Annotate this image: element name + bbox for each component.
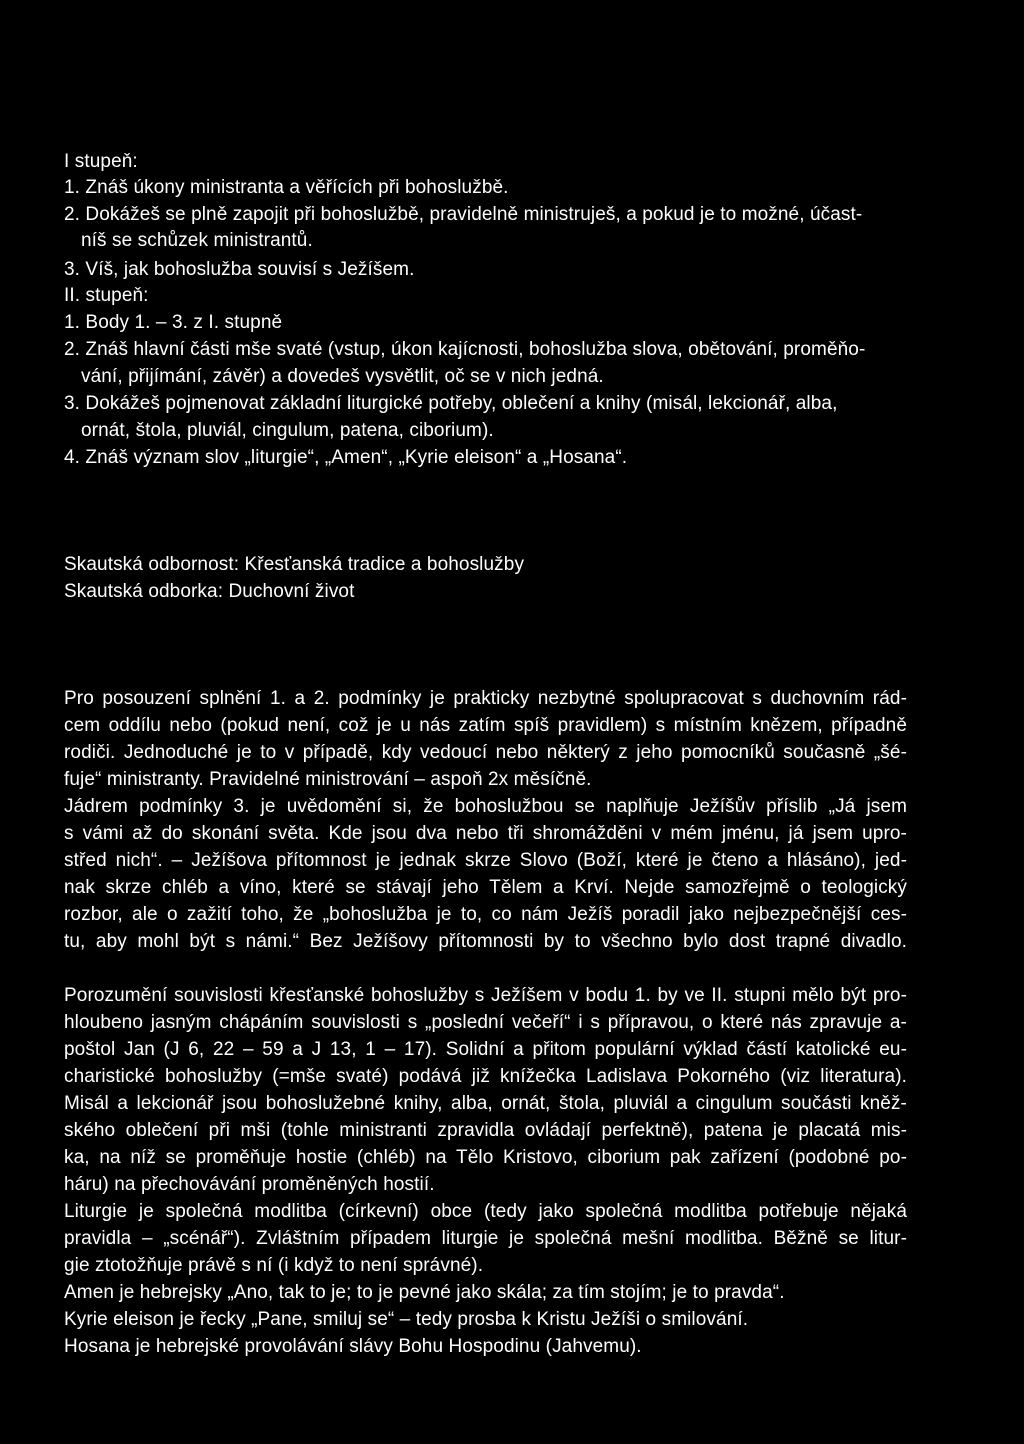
paragraph2-line: hloubeno jasným chápáním souvislosti s „poslední večeří“ i s přípravou, o které nás zpravuje a- (64, 1012, 907, 1033)
paragraph1-line: s vámi až do skonání světa. Kde jsou dva nebo tři shromážděni v mém jménu, já jsem upro- (64, 823, 907, 844)
level2-item: 4. Znáš význam slov „liturgie“, „Amen“, „Kyrie eleison“ a „Hosana“. (64, 447, 628, 468)
paragraph1-line: střed nich“. – Ježíšova přítomnost je jednak skrze Slovo (Boží, které je čteno a hlásáno), jed- (64, 850, 907, 871)
odborka-label: Skautská odborka: Duchovní život (64, 581, 355, 602)
paragraph2-line: Liturgie je společná modlitba (církevní) obce (tedy jako společná modlitba potřebuje nějaká (64, 1201, 907, 1222)
odbornost-label: Skautská odbornost: Křesťanská tradice a bohoslužby (64, 554, 525, 575)
paragraph2-line: Hosana je hebrejské provolávání slávy Bohu Hospodinu (Jahvemu). (64, 1336, 642, 1357)
paragraph2-line: háru) na přechovávání proměněných hostií. (64, 1174, 435, 1195)
level1-item-continuation: níš se schůzek ministrantů. (81, 230, 313, 251)
paragraph1-line: tu, aby mohl být s námi.“ Bez Ježíšovy přítomnosti by to všechno bylo dost trapné divadlo. (64, 931, 907, 952)
paragraph2-line: Amen je hebrejsky „Ano, tak to je; to je pevné jako skála; za tím stojím; je to pravda“. (64, 1282, 785, 1303)
level2-item-continuation: ornát, štola, pluviál, cingulum, patena, ciborium). (81, 420, 494, 441)
level2-item: 1. Body 1. – 3. z I. stupně (64, 312, 283, 333)
paragraph2-line: poštol Jan (J 6, 22 – 59 a J 13, 1 – 17). Solidní a přitom populární výklad částí katolické eu- (64, 1039, 907, 1060)
level1-item: 3. Víš, jak bohoslužba souvisí s Ježíšem. (64, 259, 415, 280)
paragraph2-line: charistické bohoslužby (=mše svaté) podává již knížečka Ladislava Pokorného (viz literatura). (64, 1066, 907, 1087)
paragraph2-line: ského oblečení při mši (tohle ministranti zpravidla ovládají perfektně), patena je placatá mis- (64, 1120, 907, 1141)
paragraph1-line: rodiči. Jednoduché je to v případě, kdy vedoucí nebo některý z jeho pomocníků současně „šé- (64, 742, 907, 763)
paragraph2-line: gie ztotožňuje právě s ní (i když to není správné). (64, 1255, 484, 1276)
paragraph2-line: Misál a lekcionář jsou bohoslužebné knihy, alba, ornát, štola, pluviál a cingulum součásti kněž- (64, 1093, 907, 1114)
paragraph1-line: Jádrem podmínky 3. je uvědomění si, že bohoslužbou se naplňuje Ježíšův příslib „Já jsem (64, 796, 907, 817)
paragraph1-line: nak skrze chléb a víno, které se stávají jeho Tělem a Krví. Nejde samozřejmě o teologický (64, 877, 907, 898)
level1-heading: I stupeň: (64, 151, 138, 172)
paragraph2-line: Porozumění souvislosti křesťanské bohoslužby s Ježíšem v bodu 1. by ve II. stupni mělo být pro- (64, 985, 907, 1006)
level1-item: 2. Dokážeš se plně zapojit při bohoslužbě, pravidelně ministruješ, a pokud je to možné, účast- (64, 204, 863, 225)
level2-item: 3. Dokážeš pojmenovat základní liturgické potřeby, oblečení a knihy (misál, lekcionář, alba, (64, 393, 838, 414)
level1-item: 1. Znáš úkony ministranta a věřících při bohoslužbě. (64, 177, 509, 198)
paragraph2-line: pravidla – „scénář“). Zvláštním případem liturgie je společná mešní modlitba. Běžně se litur- (64, 1228, 907, 1249)
paragraph1-line: rozbor, ale o zažití toho, že „bohoslužba je to, co nám Ježíš poradil jako nejbezpečnější ces- (64, 904, 907, 925)
paragraph2-line: ka, na níž se proměňuje hostie (chléb) na Tělo Kristovo, ciborium pak zařízení (podobné po- (64, 1147, 907, 1168)
level2-heading: II. stupeň: (64, 285, 149, 306)
level2-item-continuation: vání, přijímání, závěr) a dovedeš vysvětlit, oč se v nich jedná. (81, 366, 604, 387)
level2-item: 2. Znáš hlavní části mše svaté (vstup, úkon kajícnosti, bohoslužba slova, obětování, proměňo- (64, 339, 866, 360)
paragraph1-line: Pro posouzení splnění 1. a 2. podmínky je prakticky nezbytné spolupracovat s duchovním rád- (64, 688, 907, 709)
paragraph2-line: Kyrie eleison je řecky „Pane, smiluj se“ – tedy prosba k Kristu Ježíši o smilování. (64, 1309, 749, 1330)
paragraph1-line: fuje“ ministranty. Pravidelné ministrování – aspoň 2x měsíčně. (64, 769, 592, 790)
paragraph1-line: cem oddílu nebo (pokud není, což je u nás zatím spíš pravidlem) s místním knězem, případně (64, 715, 907, 736)
